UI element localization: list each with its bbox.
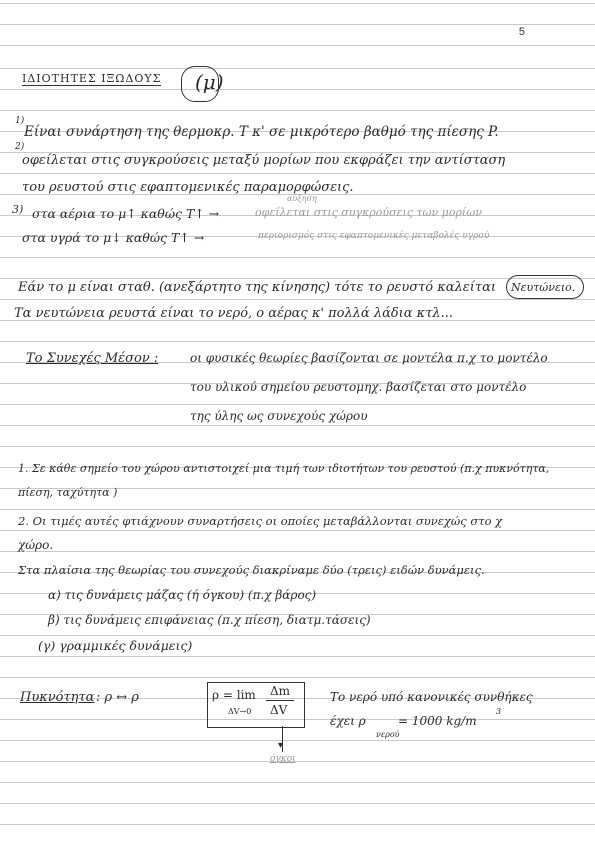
formula-numerator: Δm <box>270 684 291 698</box>
text-line-15: Στα πλαίσια της θεωρίας του συνεχούς διακρίναμε δύο (τρεις) ειδών δυνάμεις. <box>18 563 485 577</box>
formula-arrow-head: ▾ <box>278 740 284 751</box>
density-relation: : ρ ↔ ρ <box>96 690 139 705</box>
text-line-11: 1. Σε κάθε σημείο του χώρου αντιστοιχεί μια τιμή των ιδιοτήτων του ρευστού (π.χ πυκνότητα, <box>18 462 550 475</box>
item-number-2: 2) <box>15 142 25 152</box>
page-title: ΙΔΙΟΤΗΤΕΣ ΙΞΩΔΟΥΣ <box>22 72 162 85</box>
text-line-10: της ύλης ως συνεχούς χώρου <box>190 409 368 423</box>
text-line-6: Εάν το μ είναι σταθ. (ανεξάρτητο της κίνησης) τότε το ρευστό καλείται <box>18 280 496 295</box>
section-heading-density: Πυκνότητα <box>20 690 95 705</box>
item-number-3: 3) <box>12 203 24 216</box>
text-line-7: Τα νευτώνεια ρευστά είναι το νερό, ο αέρας κ' πολλά λάδια κτλ... <box>14 306 454 321</box>
formula-fraction-bar <box>266 700 294 701</box>
water-note-line-2b: = 1000 kg/m <box>398 714 477 728</box>
faint-note-gases: οφείλεται στις συγκρούσεις των μορίων <box>255 206 482 219</box>
page-number: 5 <box>518 26 525 38</box>
water-note-line-1: Το νερό υπό κανονικές συνθήκες <box>330 690 533 704</box>
text-line-2: οφείλεται στις συγκρούσεις μεταξύ μορίων που εκφράζει την αντίσταση <box>22 153 506 168</box>
text-line-18: (γ) γραμμικές δυνάμεις) <box>38 638 193 653</box>
water-note-subscript: νερού <box>376 730 400 739</box>
water-note-superscript: 3 <box>496 707 502 716</box>
formula-denominator: ΔV <box>270 703 288 717</box>
water-note-line-2a: έχει ρ <box>330 714 366 728</box>
text-line-8: οι φυσικές θεωρίες βασίζονται σε μοντέλα π.χ το μοντέλο <box>190 351 548 365</box>
title-mu-symbol: (μ) <box>195 70 224 94</box>
text-line-1: Είναι συνάρτηση της θερμοκρ. Τ κ' σε μικρότερο βαθμό της πίεσης P. <box>24 124 499 140</box>
formula-limit-subscript: ΔV→0 <box>228 707 252 716</box>
text-line-5: στα υγρά το μ↓ καθώς T↑ → <box>22 230 205 245</box>
text-line-4: στα αέρια το μ↑ καθώς T↑ → <box>32 206 220 221</box>
formula-annotation: όγκοι <box>270 754 296 764</box>
item-number-1: 1) <box>15 116 25 126</box>
text-line-14: χώρο. <box>18 538 54 552</box>
formula-lhs: ρ = lim <box>212 688 256 702</box>
text-line-16: α) τις δυνάμεις μάζας (ή όγκου) (π.χ βάρος) <box>48 588 317 602</box>
section-heading-continuum: Το Συνεχές Μέσον : <box>26 351 159 366</box>
text-line-3: του ρευστού στις εφαπτομενικές παραμορφώσεις. <box>22 180 354 195</box>
text-line-17: β) τις δυνάμεις επιφάνειας (π.χ πίεση, διατμ.τάσεις) <box>48 613 371 627</box>
circled-word: Νευτώνειο. <box>511 281 576 294</box>
faint-note-above: αύξηση <box>287 194 317 203</box>
text-line-9: του υλικού σημείου ρευστομηχ. βασίζεται στο μοντέλο <box>190 380 527 394</box>
faint-note-liquids: περιορισμός στις εφαπτομενικές μεταβολές υγρού <box>258 231 490 241</box>
text-line-12: πίεση, ταχύτητα ) <box>18 486 118 499</box>
text-line-13: 2. Οι τιμές αυτές φτιάχνουν συναρτήσεις οι οποίες μεταβάλλονται συνεχώς στο χ <box>18 514 503 528</box>
